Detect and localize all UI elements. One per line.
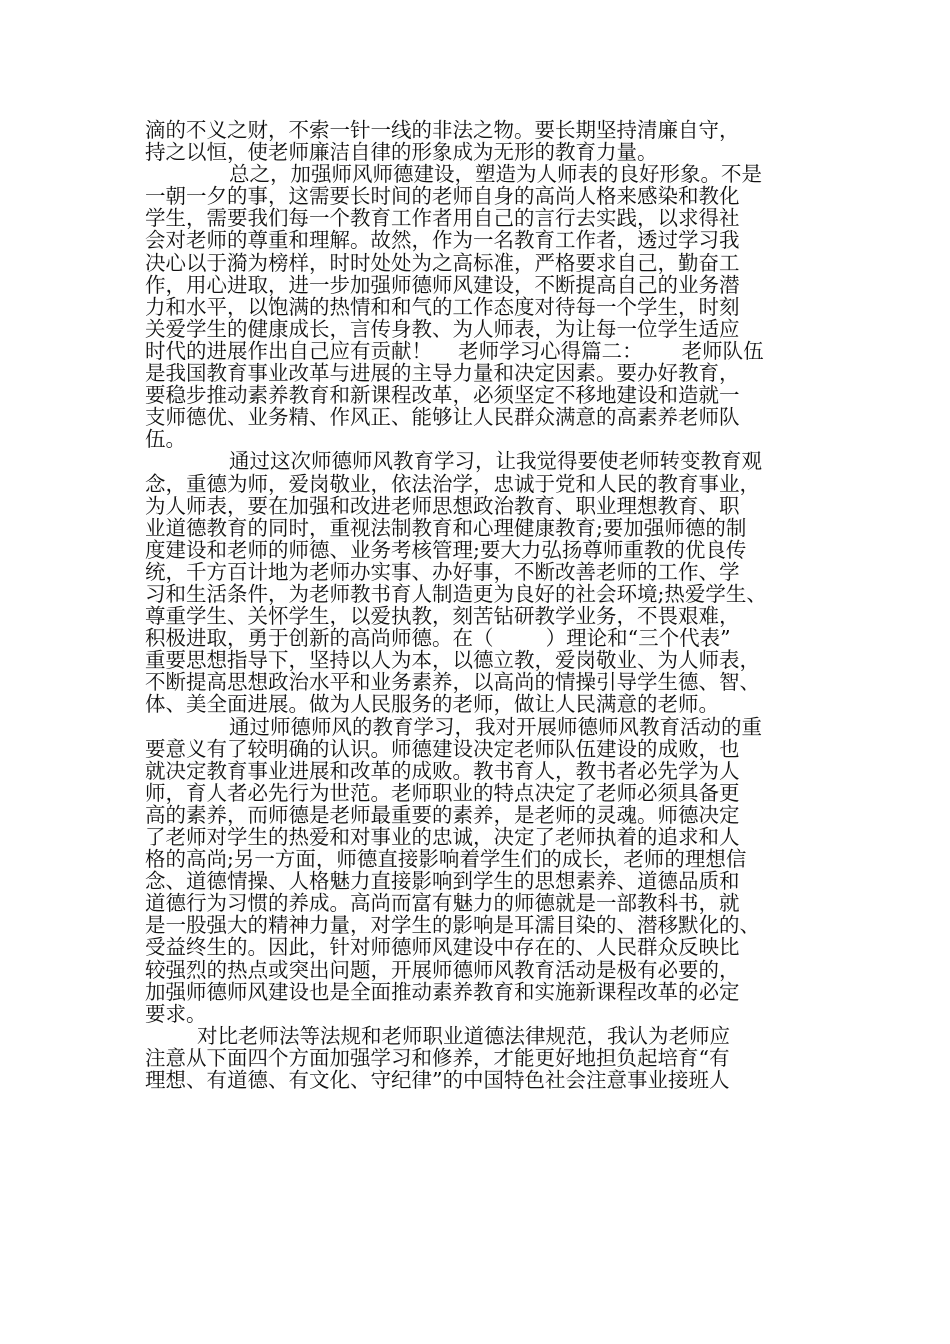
text-line: 一朝一夕的事，这需要长时间的老师自身的高尚人格来感染和教化	[145, 185, 740, 208]
text-line: 会对老师的尊重和理解。故然，作为一名教育工作者，透过学习我	[145, 229, 740, 252]
text-line: 念，重德为师，爱岗敬业，依法治学，忠诚于党和人民的教育事业，	[145, 472, 760, 495]
text-line: 学生，需要我们每一个教育工作者用自己的言行去实践，以求得社	[145, 207, 740, 230]
text-line: 高的素养，而师德是老师最重要的素养，是老师的灵魂。师德决定	[145, 803, 740, 826]
text-line: 习和生活条件，为老师教书育人制造更为良好的社会环境;热爱学生、	[145, 582, 767, 606]
text-line: 是我国教育事业改革与进展的主导力量和决定因素。要办好教育，	[145, 362, 740, 385]
text-line: 格的高尚;另一方面，师德直接影响着学生们的成长，老师的理想信	[145, 848, 747, 871]
text-line: 不断提高思想政治水平和业务素养，以高尚的情操引导学生德、智、	[145, 671, 760, 694]
text-line: 持之以恒，使老师廉洁自律的形象成为无形的教育力量。	[145, 141, 658, 164]
text-line: 尊重学生、关怀学生，以爱执教，刻苦钻研教学业务，不畏艰难，	[145, 605, 740, 628]
text-line: 总之，加强师风师德建设，塑造为人师表的良好形象。不是	[229, 163, 762, 186]
text-line: 关爱学生的健康成长，言传身教、为人师表，为让每一位学生适应	[145, 317, 740, 340]
text-line: 注意从下面四个方面加强学习和修养，才能更好地担负起培育“有	[145, 1046, 730, 1070]
text-line: 师，育人者必先行为世范。老师职业的特点决定了老师必须具备更	[145, 781, 740, 804]
text-line: 要稳步推动素养教育和新课程改革，必须坚定不移地建设和造就一	[145, 384, 740, 407]
text-line: 支师德优、业务精、作风正、能够让人民群众满意的高素养老师队	[145, 406, 740, 429]
text-line: 时代的进展作出自己应有贡献！ 老师学习心得篇二： 老师队伍	[145, 339, 764, 363]
text-line: 伍。	[145, 428, 186, 451]
text-line: 力和水平，以饱满的热情和和气的工作态度对待每一个学生，时刻	[145, 295, 740, 318]
text-line: 滴的不义之财，不索一针一线的非法之物。要长期坚持清廉自守，	[145, 119, 740, 142]
text-line: 统，千方百计地为老师办实事、办好事，不断改善老师的工作、学	[145, 560, 740, 583]
text-line: 作，用心进取，进一步加强师德师风建设，不断提高自己的业务潜	[145, 273, 740, 296]
text-line: 决心以于漪为榜样，时时处处为之高标准，严格要求自己，勤奋工	[145, 251, 740, 274]
text-line: 是一股强大的精神力量，对学生的影响是耳濡目染的、潜移默化的、	[145, 914, 760, 937]
text-line: 受益终生的。因此，针对师德师风建设中存在的、人民群众反映比	[145, 936, 740, 959]
text-line: 通过这次师德师风教育学习，让我觉得要使老师转变教育观	[229, 450, 762, 473]
text-line: 道德行为习惯的养成。高尚而富有魅力的师德就是一部教科书，就	[145, 892, 740, 915]
text-line: 较强烈的热点或突出问题，开展师德师风教育活动是极有必要的，	[145, 958, 740, 981]
text-line: 对比老师法等法规和老师职业道德法律规范，我认为老师应	[197, 1024, 730, 1047]
text-line: 要求。	[145, 1002, 207, 1025]
text-line: 体、美全面进展。做为人民服务的老师，做让人民满意的老师。	[145, 693, 719, 716]
text-line: 度建设和老师的师德、业务考核管理;要大力弘扬尊师重教的优良传	[145, 538, 747, 561]
text-line: 了老师对学生的热爱和对事业的忠诚，决定了老师执着的追求和人	[145, 826, 740, 849]
document-body	[145, 119, 813, 1091]
text-line: 理想、有道德、有文化、守纪律”的中国特色社会注意事业接班人	[145, 1069, 730, 1092]
text-line: 通过师德师风的教育学习，我对开展师德师风教育活动的重	[229, 715, 762, 738]
text-line: 就决定教育事业进展和改革的成败。教书育人，教书者必先学为人	[145, 759, 740, 782]
text-line: 为人师表，要在加强和改进老师思想政治教育、职业理想教育、职	[145, 494, 740, 517]
text-line: 业道德教育的同时，重视法制教育和心理健康教育;要加强师德的制	[145, 516, 747, 539]
text-line: 重要思想指导下，坚持以人为本，以德立教，爱岗敬业、为人师表，	[145, 649, 760, 672]
text-line: 要意义有了较明确的认识。师德建设决定老师队伍建设的成败，也	[145, 737, 740, 760]
text-line: 加强师德师风建设也是全面推动素养教育和实施新课程改革的必定	[145, 980, 740, 1003]
text-line: 念、道德情操、人格魅力直接影响到学生的思想素养、道德品质和	[145, 870, 740, 893]
text-line: 积极进取，勇于创新的高尚师德。在（ ）理论和“三个代表”	[145, 627, 731, 650]
